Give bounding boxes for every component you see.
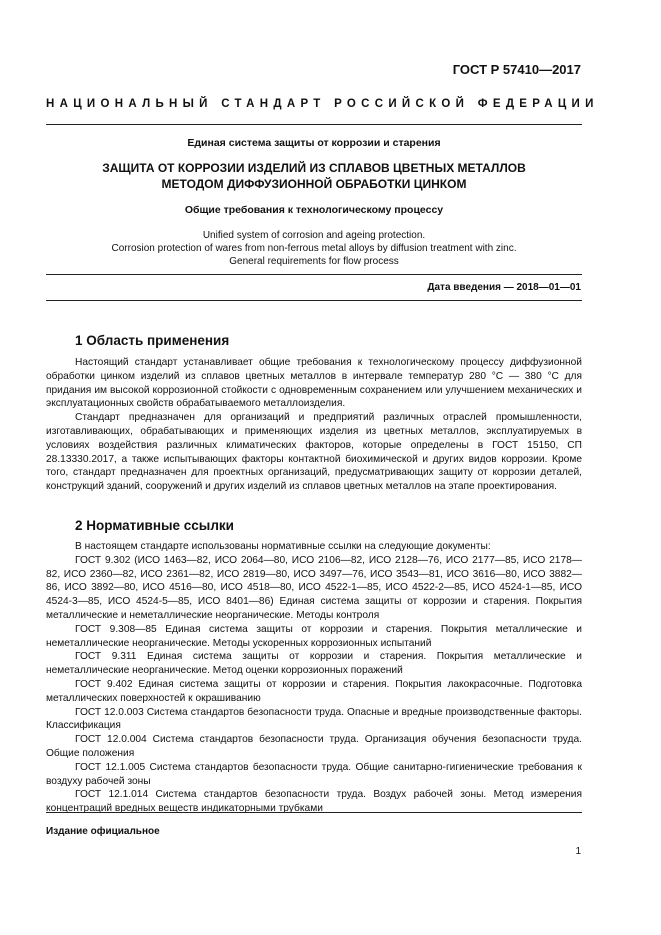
page-number: 1: [575, 846, 581, 857]
reference-item: ГОСТ 9.308—85 Единая система защиты от коррозии и старения. Покрытия металлические и неметаллические неорганические. Методы ускоренных коррозионных испытаний: [46, 623, 582, 649]
reference-item: ГОСТ 12.0.003 Система стандартов безопасности труда. Опасные и вредные производственные факторы. Классификация: [46, 706, 582, 732]
reference-item: ГОСТ 9.302 (ИСО 1463—82, ИСО 2064—80, ИСО 2106—82, ИСО 2128—76, ИСО 2177—85, ИСО 2178—82, ИСО 2360—82, ИСО 2361—82, ИСО 2819—80, ИСО 3497—76, ИСО 3543—81, ИСО 3616—80, ИСО 3882—86, ИСО 3892—80, ИСО 4516—80, ИСО 4518—80, ИСО 4522-1—85, ИСО 4522-2—85, ИСО 4524-1—85, ИСО 4524-3—85, ИСО 4524-5—85, ИСО 8401—86) Единая система защиты от коррозии и старения. Покрытия металлические и неметаллические неорганические. Методы контроля: [46, 554, 582, 621]
english-title-line-2: Corrosion protection of wares from non-ferrous metal alloys by diffusion treatment with zinc.: [111, 243, 517, 254]
reference-item: ГОСТ 9.402 Единая система защиты от коррозии и старения. Покрытия лакокрасочные. Подготовка металлических поверхностей к окрашиванию: [46, 678, 582, 704]
reference-item: ГОСТ 12.0.004 Система стандартов безопасности труда. Организация обучения безопасности труда. Общие положения: [46, 734, 582, 759]
english-title-line-1: Unified system of corrosion and ageing protection.: [202, 230, 426, 241]
footer-divider: [46, 812, 582, 813]
document-title: [46, 160, 582, 192]
date-divider: [46, 300, 582, 301]
official-edition-label: Издание официальное: [46, 826, 160, 837]
section-2-heading: 2 Нормативные ссылки: [75, 518, 234, 533]
effective-date: Дата введения — 2018—01—01: [427, 282, 581, 293]
national-standard-banner: НАЦИОНАЛЬНЫЙ СТАНДАРТ РОССИЙСКОЙ ФЕДЕРАЦИИ: [46, 98, 599, 110]
reference-item: ГОСТ 12.1.005 Система стандартов безопасности труда. Общие санитарно-гигиенические требования к воздуху рабочей зоны: [46, 761, 582, 787]
series-title: Единая система защиты от коррозии и старения: [187, 137, 441, 149]
title-divider: [46, 274, 582, 275]
section-1-paragraph-2: Стандарт предназначен для организаций и предприятий различных отраслей промышленности, изготавливающих, обрабатывающих и применяющих изделия из цветных металлов, эксплуатируемых в условиях воздействия различных климатических факторов, которые определены в ГОСТ 15150, СП 28.13330.2017, а также испытывающих факторы контактной биохимической и других видов коррозии. Кроме того, стандарт предназначен для проектных организаций, предусматривающих защиту от коррозии деталей, конструкций зданий, сооружений и других изделий из сплавов цветных металлов на этапе проектирования.: [46, 412, 582, 493]
title-line-2: МЕТОДОМ ДИФФУЗИОННОЙ ОБРАБОТКИ ЦИНКОМ: [161, 177, 467, 191]
english-title-line-3: General requirements for flow process: [229, 256, 399, 267]
section-2-body: [46, 540, 582, 816]
subtitle: Общие требования к технологическому процессу: [184, 204, 444, 216]
reference-item: ГОСТ 9.311 Единая система защиты от коррозии и старения. Покрытия металлические и неметаллические неорганические. Метод оценки коррозионных поражений: [46, 651, 582, 677]
gost-number: ГОСТ Р 57410—2017: [452, 62, 581, 77]
english-title: [46, 229, 582, 268]
title-line-1: ЗАЩИТА ОТ КОРРОЗИИ ИЗДЕЛИЙ ИЗ СПЛАВОВ ЦВЕТНЫХ МЕТАЛЛОВ: [102, 161, 526, 175]
section-1-heading: 1 Область применения: [75, 333, 230, 348]
reference-item: ГОСТ 12.1.014 Система стандартов безопасности труда. Воздух рабочей зоны. Метод измерения концентраций вредных веществ индикаторными трубками: [46, 789, 582, 815]
section-2-intro: В настоящем стандарте использованы нормативные ссылки на следующие документы:: [75, 541, 491, 552]
section-1-body: [46, 356, 582, 494]
section-1-paragraph-1: Настоящий стандарт устанавливает общие требования к технологическому процессу диффузионной обработки цинком изделий из сплавов цветных металлов в интервале температур 280 °C — 380 °C для придания им высокой коррозионной стойкости с одновременным сохранением или улучшением механических и эксплуатационных свойств обрабатываемого металлоизделия.: [46, 357, 582, 410]
header-divider: [46, 124, 582, 125]
